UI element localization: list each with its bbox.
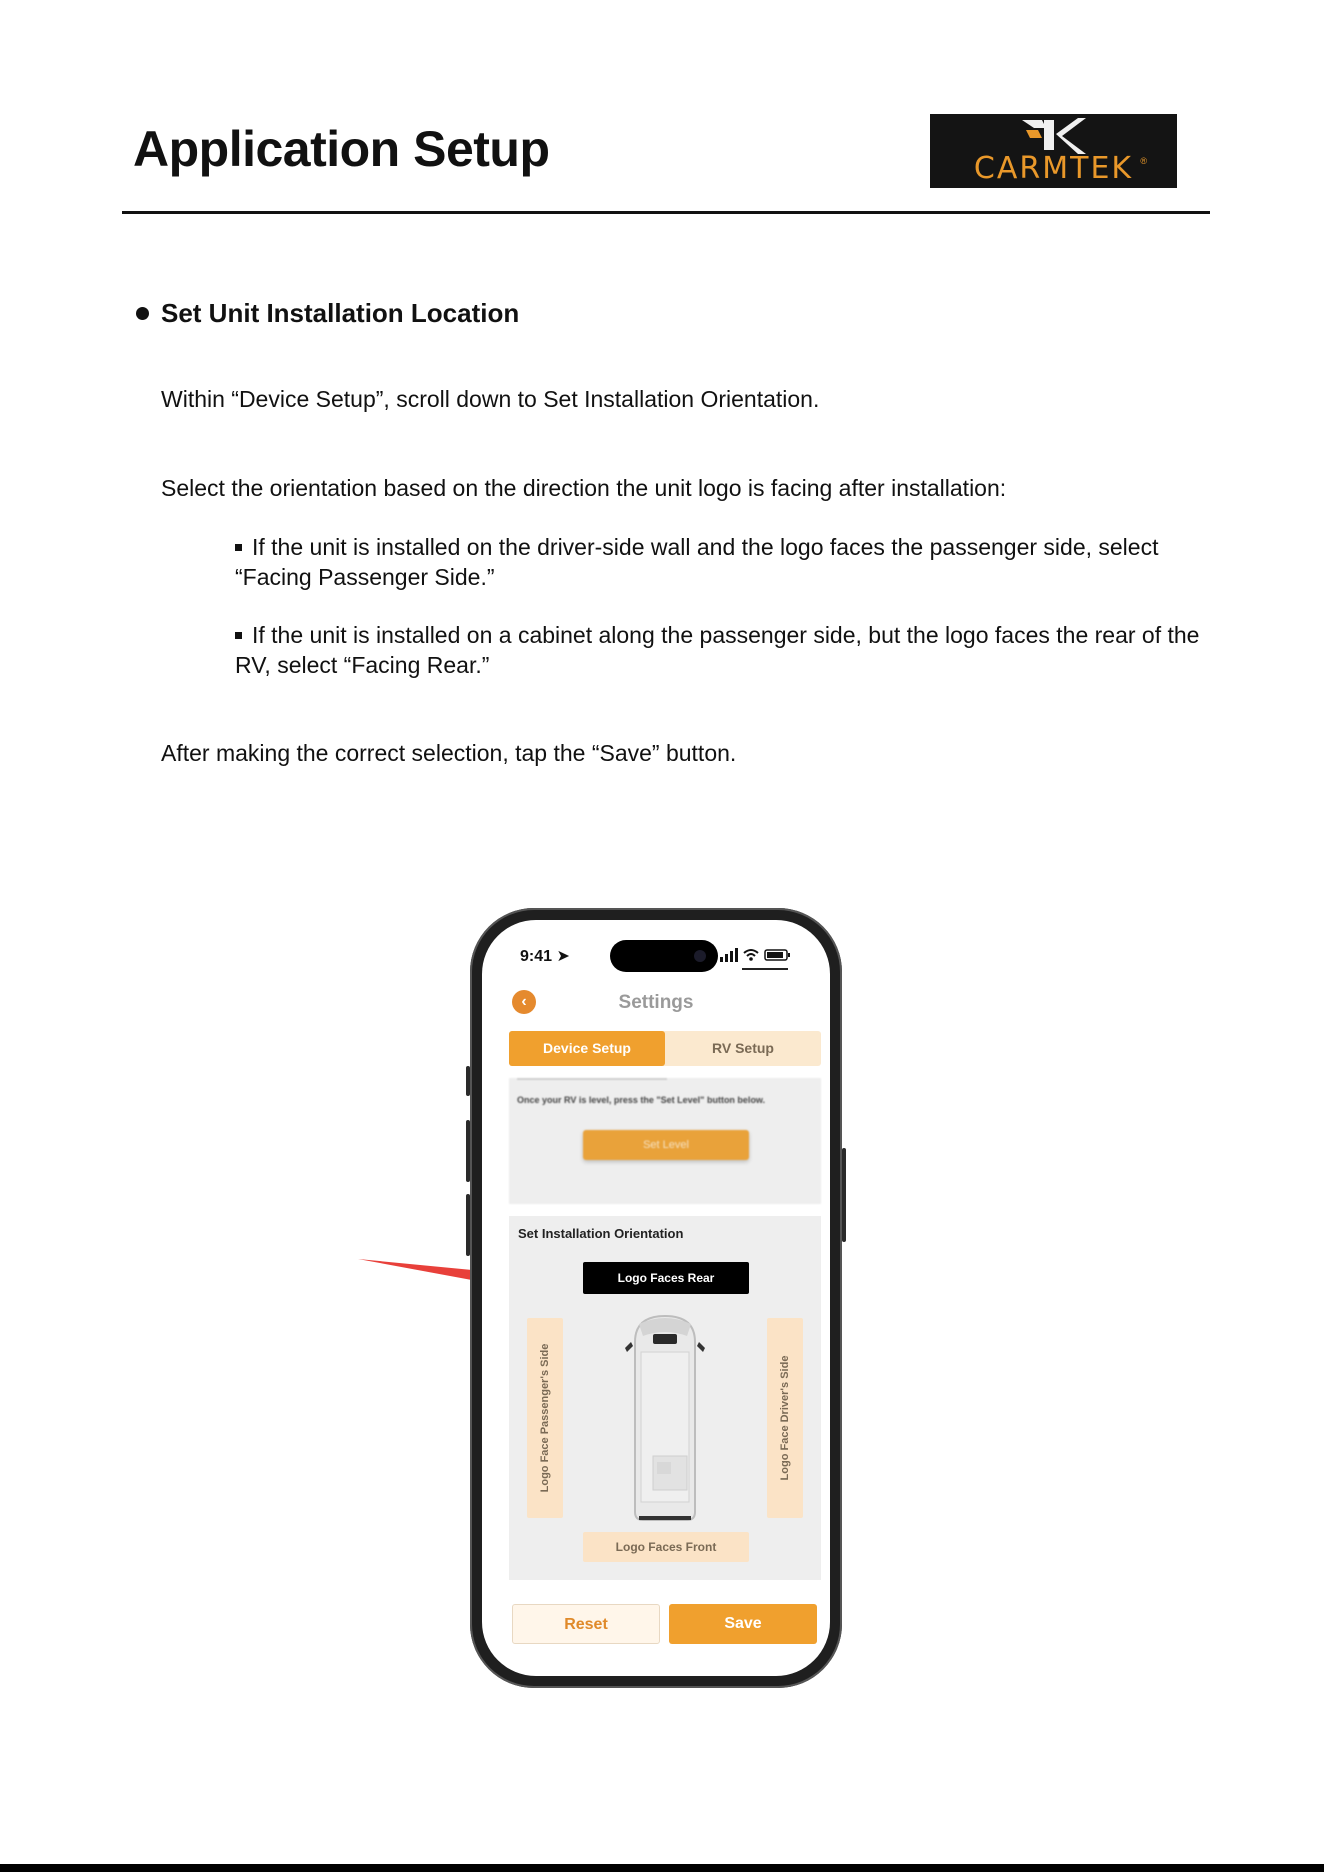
dynamic-island bbox=[610, 940, 718, 972]
level-instructions: Once your RV is level, press the "Set Level" button below. bbox=[517, 1095, 766, 1105]
bottom-border bbox=[0, 1864, 1324, 1872]
phone-volume-up bbox=[466, 1120, 470, 1182]
logo-face-passenger-side-button[interactable] bbox=[527, 1318, 563, 1518]
reset-button[interactable]: Reset bbox=[512, 1604, 660, 1644]
logo-faces-front-button[interactable]: Logo Faces Front bbox=[583, 1532, 749, 1562]
tab-device-setup[interactable]: Device Setup bbox=[509, 1031, 665, 1066]
rv-top-view-icon bbox=[621, 1312, 709, 1524]
logo-face-driver-side-button[interactable] bbox=[767, 1318, 803, 1518]
status-time: 9:41 ➤ bbox=[520, 948, 570, 965]
phone-silent-switch bbox=[466, 1066, 470, 1096]
phone-mockup bbox=[470, 908, 842, 1688]
orientation-title: Set Installation Orientation bbox=[518, 1226, 684, 1241]
location-arrow-icon: ➤ bbox=[556, 948, 570, 965]
page-title: Application Setup bbox=[133, 121, 550, 177]
driver-side-label: Logo Face Driver's Side bbox=[779, 1355, 791, 1481]
instruction-bullet-1 bbox=[235, 532, 1215, 592]
tab-rv-setup[interactable]: RV Setup bbox=[712, 1040, 774, 1056]
square-bullet-icon bbox=[235, 632, 242, 639]
phone-screen bbox=[482, 920, 830, 1676]
instruction-bullet-2 bbox=[235, 620, 1215, 680]
wifi-icon bbox=[744, 950, 758, 961]
battery-icon bbox=[765, 950, 790, 960]
phone-power-button bbox=[842, 1148, 846, 1242]
set-level-button[interactable]: Set Level bbox=[583, 1130, 749, 1160]
status-underline bbox=[742, 968, 788, 970]
logo-registered-mark: ® bbox=[1140, 156, 1147, 166]
instruction-paragraph-2: Select the orientation based on the direction the unit logo is facing after installation: bbox=[161, 475, 1007, 501]
camera-icon bbox=[694, 950, 706, 962]
settings-tabs bbox=[509, 1031, 821, 1066]
bullet-text: If the unit is installed on the driver-side wall and the logo faces the passenger side, select “Facing Passenger Side.” bbox=[235, 534, 1159, 590]
bullet-text: If the unit is installed on a cabinet along the passenger side, but the logo faces the rear of the RV, select “Facing Rear.” bbox=[235, 622, 1200, 678]
save-button[interactable]: Save bbox=[669, 1604, 817, 1644]
status-icons bbox=[720, 948, 794, 962]
phone-volume-down bbox=[466, 1194, 470, 1256]
header-divider bbox=[122, 211, 1210, 214]
chevron-left-icon: ‹ bbox=[521, 993, 527, 1010]
carmtek-logo bbox=[930, 114, 1177, 188]
section-title: Set Unit Installation Location bbox=[161, 298, 520, 328]
clipped-text-line bbox=[517, 1078, 667, 1080]
settings-title: Settings bbox=[618, 992, 694, 1013]
logo-faces-rear-button[interactable]: Logo Faces Rear bbox=[583, 1262, 749, 1294]
section-bullet-icon bbox=[136, 307, 149, 320]
instruction-paragraph-3: After making the correct selection, tap the “Save” button. bbox=[161, 740, 737, 766]
instruction-paragraph-1: Within “Device Setup”, scroll down to Set Installation Orientation. bbox=[161, 386, 820, 412]
signal-icon bbox=[720, 948, 738, 962]
square-bullet-icon bbox=[235, 544, 242, 551]
logo-wordmark: CARMTEK bbox=[973, 151, 1134, 186]
installation-orientation-card bbox=[509, 1216, 821, 1580]
level-card bbox=[509, 1078, 821, 1204]
passenger-side-label: Logo Face Passenger's Side bbox=[539, 1343, 551, 1493]
